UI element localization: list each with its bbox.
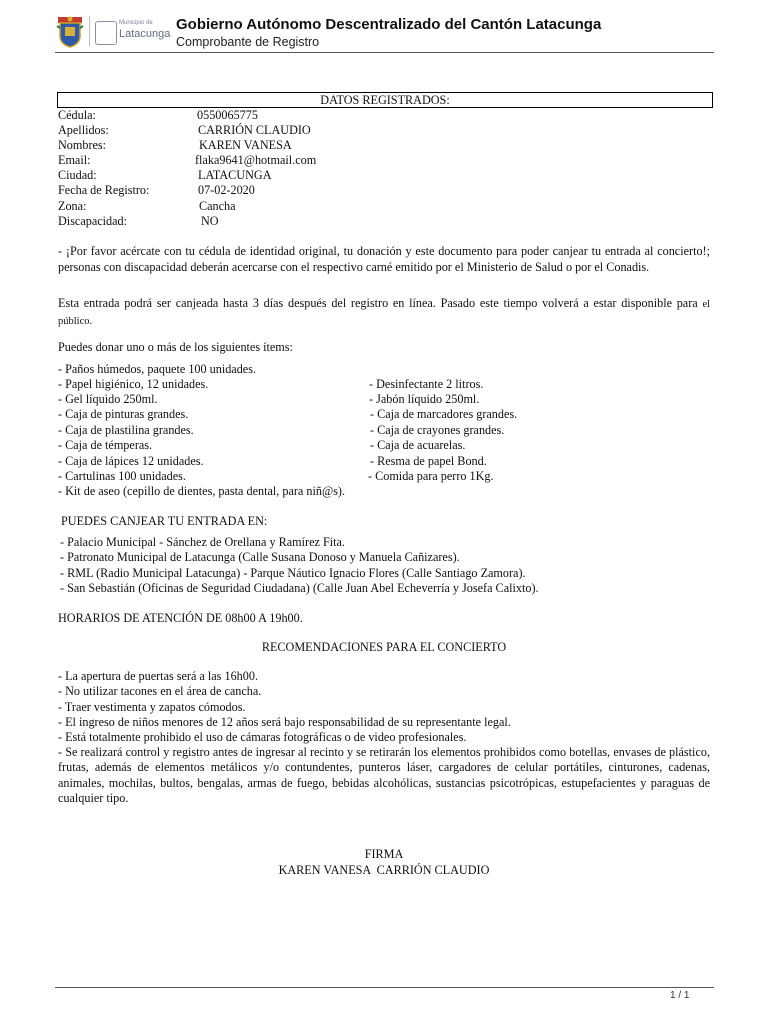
canje-item: - RML (Radio Municipal Latacunga) - Parque Náutico Ignacio Flores (Calle Santiago Zamora). [60, 566, 526, 580]
firma-name: KAREN VANESA CARRIÓN CLAUDIO [278, 863, 490, 877]
donation-item-left: - Caja de pinturas grandes. [58, 407, 189, 421]
horarios-text: HORARIOS DE ATENCIÓN DE 08h00 A 19h00. [58, 611, 303, 625]
header-divider [55, 52, 714, 53]
page-number: 1 / 1 [670, 990, 690, 1001]
recomendacion-item: - No utilizar tacones en el área de cancha. [58, 684, 262, 698]
document-title: Gobierno Autónomo Descentralizado del Cantón Latacunga [176, 16, 602, 33]
notice-paragraph-2-end: el público. [58, 299, 711, 327]
datos-label: Ciudad: [58, 168, 97, 182]
datos-label: Apellidos: [58, 123, 109, 137]
donation-item-left: - Gel líquido 250ml. [58, 392, 158, 406]
document-header [55, 12, 715, 52]
recomendaciones-title: RECOMENDACIONES PARA EL CONCIERTO [261, 640, 507, 654]
coat-of-arms-icon [55, 14, 85, 48]
datos-label: Zona: [58, 199, 87, 213]
firma-label: FIRMA [364, 847, 404, 861]
donation-item-right: - Caja de crayones grandes. [370, 423, 505, 437]
datos-heading-box: DATOS REGISTRADOS: [57, 92, 713, 108]
logo-text: Latacunga [119, 28, 171, 40]
canje-item: - Patronato Municipal de Latacunga (Calle Susana Donoso y Manuela Cañizares). [60, 550, 460, 564]
datos-value: LATACUNGA [198, 168, 272, 182]
datos-value: 0550065775 [197, 108, 258, 122]
donation-item-left: - Cartulinas 100 unidades. [58, 469, 186, 483]
donation-item-right: - Caja de acuarelas. [370, 438, 466, 452]
donation-item-left: - Paños húmedos, paquete 100 unidades. [58, 362, 257, 376]
datos-value: KAREN VANESA [199, 138, 292, 152]
footer-divider [55, 987, 714, 988]
datos-label: Nombres: [58, 138, 107, 152]
recomendacion-item: - Traer vestimenta y zapatos cómodos. [58, 700, 246, 714]
datos-label: Discapacidad: [58, 214, 128, 228]
donation-item-left: - Caja de plastilina grandes. [58, 423, 194, 437]
canje-title: PUEDES CANJEAR TU ENTRADA EN: [61, 514, 268, 528]
donation-item-right: - Jabón líquido 250ml. [369, 392, 480, 406]
canje-item: - San Sebastián (Oficinas de Seguridad Ciudadana) (Calle Juan Abel Echeverría y Josefa Calixto). [60, 581, 539, 595]
donation-item-left: - Kit de aseo (cepillo de dientes, pasta dental, para niñ@s). [58, 484, 346, 498]
logo-divider [89, 16, 90, 46]
datos-value: 07-02-2020 [198, 183, 255, 197]
donation-item-right: - Desinfectante 2 litros. [369, 377, 484, 391]
donation-item-right: - Comida para perro 1Kg. [368, 469, 494, 483]
recomendacion-item-last: - Se realizará control y registro antes de ingresar al recinto y se retirarán los elementos prohibidos como botellas, envases de plástico, frutas, además de elementos metálicos y/o contundentes, punteros láser, cargadores de celular portátiles, cinturones, cadenas, animales, mochilas, bultos, bengalas, armas de fuego, bebidas alcohólicas, sustancias psicotrópicas, estupefacientes y paraguas de cualquier tipo. [58, 745, 710, 806]
logo-small-text: Municipio de [119, 20, 153, 26]
building-icon [95, 21, 117, 45]
donation-item-left: - Papel higiénico, 12 unidades. [58, 377, 209, 391]
datos-value: Cancha [199, 199, 236, 213]
datos-value: NO [201, 214, 219, 228]
donation-item-left: - Caja de témperas. [58, 438, 153, 452]
datos-value: CARRIÓN CLAUDIO [198, 123, 311, 137]
municipio-logo [95, 18, 169, 46]
datos-label: Cédula: [58, 108, 96, 122]
notice-paragraph-2-text: Esta entrada podrá ser canjeada hasta 3 días después del registro en línea. Pasado este tiempo volverá a estar disponible para [58, 296, 698, 310]
notice-paragraph-1: - ¡Por favor acércate con tu cédula de identidad original, tu donación y este documento para poder canjear tu entrada al concierto!; personas con discapacidad deberán acercarse con el respectivo carné emitido por el Ministerio de Salud o por el Conadis. [58, 244, 710, 274]
document-subtitle: Comprobante de Registro [176, 35, 320, 49]
donation-intro: Puedes donar uno o más de los siguientes ítems: [58, 340, 293, 354]
recomendacion-item: - La apertura de puertas será a las 16h00. [58, 669, 258, 683]
donation-item-right: - Caja de marcadores grandes. [370, 407, 518, 421]
donation-item-left: - Caja de lápices 12 unidades. [58, 454, 204, 468]
recomendacion-item: - El ingreso de niños menores de 12 años será bajo responsabilidad de su representante legal. [58, 715, 511, 729]
datos-label: Email: [58, 153, 91, 167]
datos-value: flaka9641@hotmail.com [195, 153, 317, 167]
recomendacion-item: - Está totalmente prohibido el uso de cámaras fotográficas o de video profesionales. [58, 730, 467, 744]
canje-item: - Palacio Municipal - Sánchez de Orellana y Ramírez Fita. [60, 535, 345, 549]
donation-item-right: - Resma de papel Bond. [370, 454, 487, 468]
notice-paragraph-2 [58, 296, 710, 329]
datos-label: Fecha de Registro: [58, 183, 150, 197]
